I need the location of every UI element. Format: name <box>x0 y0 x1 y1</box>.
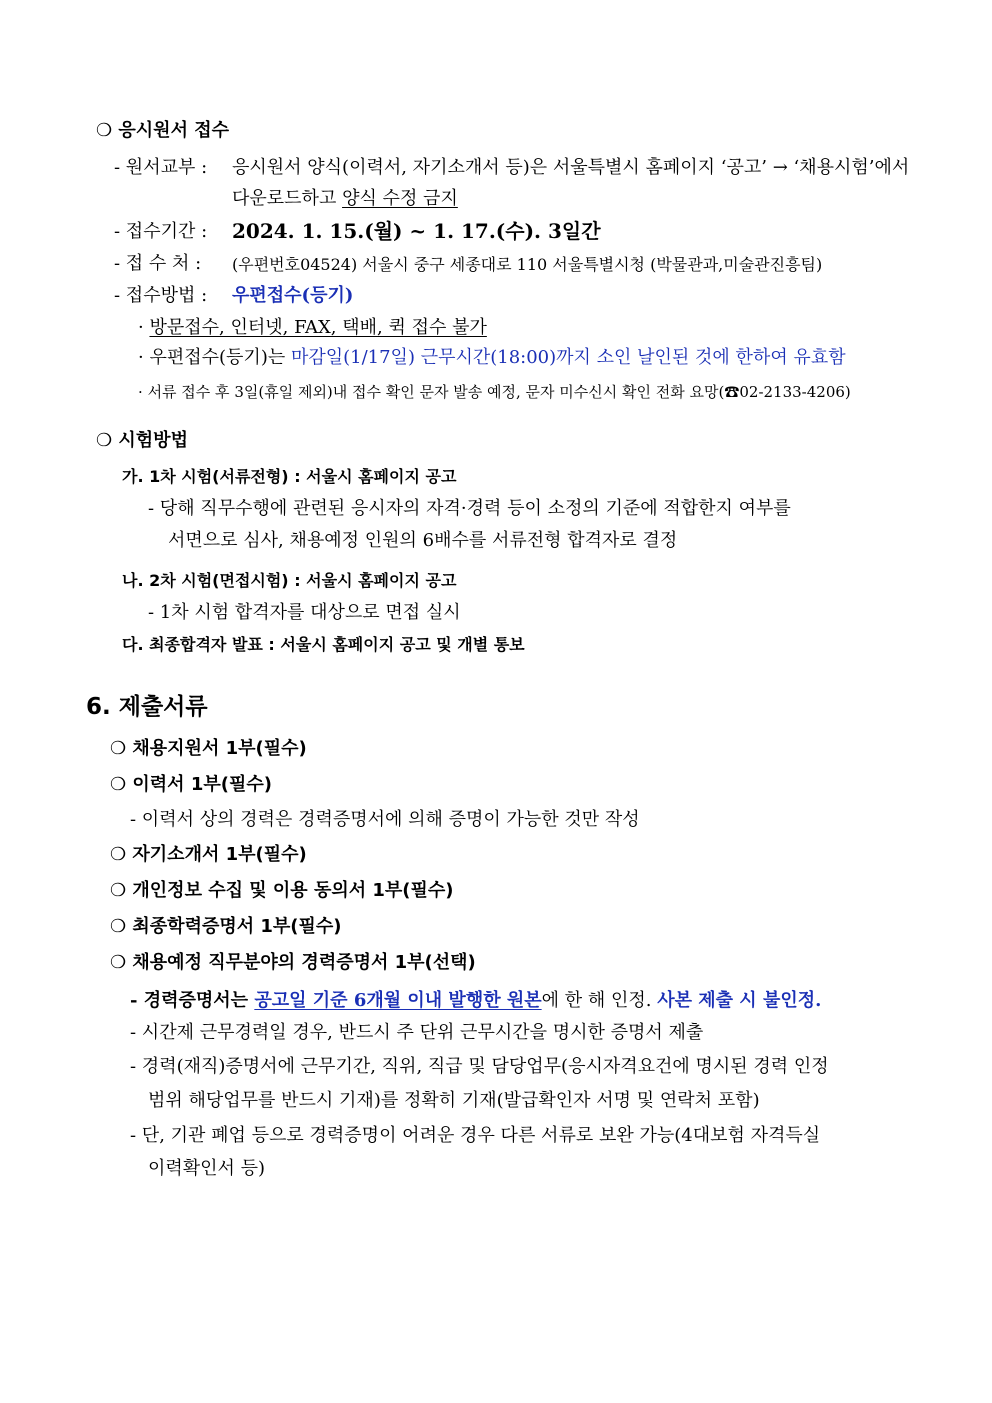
section-title-application: ❍ 응시원서 접수 <box>96 120 229 141</box>
doc-note-original: - 경력증명서는 공고일 기준 6개월 이내 발행한 원본에 한 해 인정. 사본 제출 시 불인정. <box>130 990 822 1011</box>
doc-note-career-detail-2: 범위 해당업무를 반드시 기재)를 정확히 기재(발급확인자 서명 및 연락처 포함) <box>148 1090 760 1111</box>
text-no-modification: 양식 수정 금지 <box>342 188 458 209</box>
doc-item-cover-letter: ❍ 자기소개서 1부(필수) <box>110 844 307 865</box>
text-office: (우편번호04524) 서울시 중구 세종대로 110 서울특별시청 (박물관과,미술관진흥팀) <box>232 255 823 274</box>
text-method: 우편접수(등기) <box>232 285 354 306</box>
label-form-distribution: - 원서교부 : <box>114 157 208 178</box>
doc-item-resume: ❍ 이력서 1부(필수) <box>110 774 272 795</box>
note-postal: · 우편접수(등기)는 마감일(1/17일) 근무시간(18:00)까지 소인 날인된 것에 한하여 유효함 <box>138 347 846 368</box>
section-title-exam: ❍ 시험방법 <box>96 430 188 451</box>
exam-stage-2-title: 나. 2차 시험(면접시험) : 서울시 홈페이지 공고 <box>122 571 457 590</box>
text-form-download: 다운로드하고 양식 수정 금지 <box>232 188 458 209</box>
exam-final-title: 다. 최종합격자 발표 : 서울시 홈페이지 공고 및 개별 통보 <box>122 635 525 654</box>
exam-stage-1-line-1: - 당해 직무수행에 관련된 응시자의 자격·경력 등이 소정의 기준에 적합한지 여부를 <box>148 498 791 519</box>
section-heading-documents: 6. 제출서류 <box>86 694 208 720</box>
note-no-visit: · 방문접수, 인터넷, FAX, 택배, 퀵 접수 불가 <box>138 317 487 338</box>
text-form-distribution: 응시원서 양식(이력서, 자기소개서 등)은 서울특별시 홈페이지 ‘공고’ → ‘채용시험’에서 <box>232 157 910 178</box>
exam-stage-2-line-1: - 1차 시험 합격자를 대상으로 면접 실시 <box>148 602 461 623</box>
label-office: - 접 수 처 : <box>114 253 202 274</box>
exam-stage-1-line-2: 서면으로 심사, 채용예정 인원의 6배수를 서류전형 합격자로 결정 <box>168 530 678 551</box>
doc-item-application-form: ❍ 채용지원서 1부(필수) <box>110 738 307 759</box>
doc-item-privacy-consent: ❍ 개인정보 수집 및 이용 동의서 1부(필수) <box>110 880 454 901</box>
doc-note-career-detail-1: - 경력(재직)증명서에 근무기간, 직위, 직급 및 담당업무(응시자격요건에 명시된 경력 인정 <box>130 1056 829 1077</box>
label-method: - 접수방법 : <box>114 285 208 306</box>
doc-item-career: ❍ 채용예정 직무분야의 경력증명서 1부(선택) <box>110 952 476 973</box>
text-period: 2024. 1. 15.(월) ~ 1. 17.(수). 3일간 <box>232 219 601 243</box>
label-period: - 접수기간 : <box>114 221 208 242</box>
doc-note-closure-2: 이력확인서 등) <box>148 1158 266 1179</box>
doc-note-closure-1: - 단, 기관 폐업 등으로 경력증명이 어려운 경우 다른 서류로 보완 가능(4대보험 자격득실 <box>130 1125 821 1146</box>
doc-note-part-time: - 시간제 근무경력일 경우, 반드시 주 단위 근무시간을 명시한 증명서 제출 <box>130 1022 704 1043</box>
exam-stage-1-title: 가. 1차 시험(서류전형) : 서울시 홈페이지 공고 <box>122 467 457 486</box>
doc-note-resume: - 이력서 상의 경력은 경력증명서에 의해 증명이 가능한 것만 작성 <box>130 809 640 830</box>
note-confirmation: · 서류 접수 후 3일(휴일 제외)내 접수 확인 문자 발송 예정, 문자 미수신시 확인 전화 요망(☎02-2133-4206) <box>138 383 851 401</box>
doc-item-education: ❍ 최종학력증명서 1부(필수) <box>110 916 342 937</box>
